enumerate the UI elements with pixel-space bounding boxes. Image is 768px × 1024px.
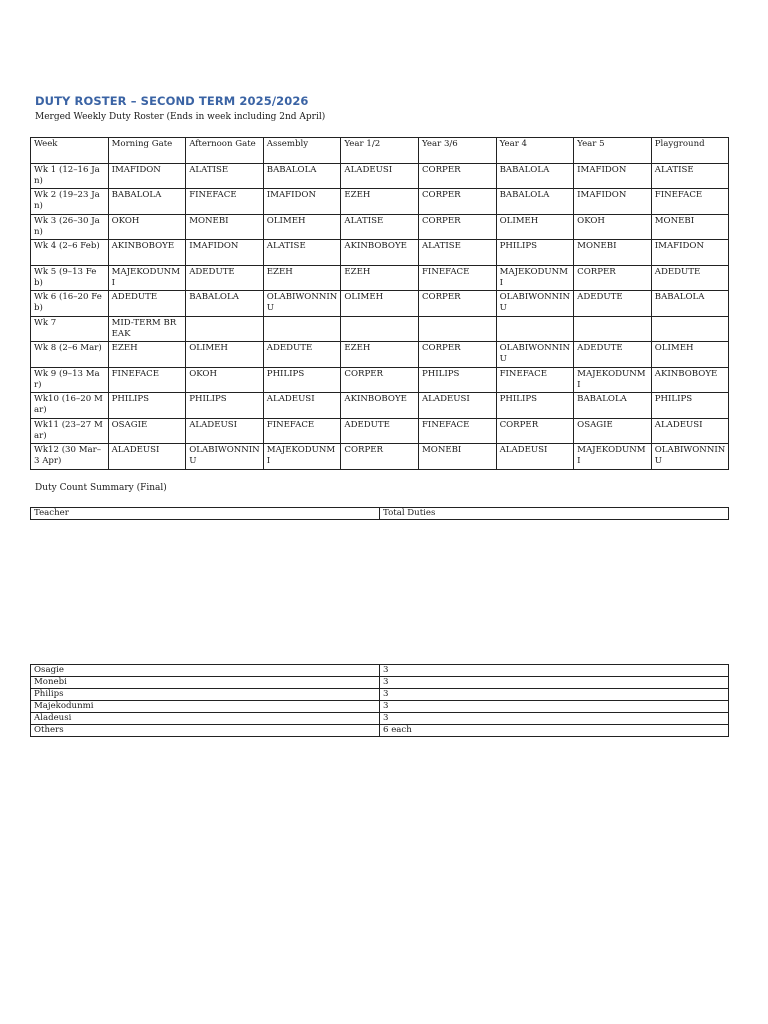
summary-table — [30, 664, 729, 737]
duty-cell: MAJEKODUNMI — [108, 265, 186, 291]
column-header: Total Duties — [380, 508, 729, 520]
week-cell: Wk12 (30 Mar–3 Apr) — [31, 444, 109, 470]
duty-cell: ALADEUSI — [651, 418, 729, 444]
week-cell: Wk 1 (12–16 Jan) — [31, 163, 109, 189]
duty-cell: CORPER — [574, 265, 652, 291]
table-row — [31, 713, 729, 725]
column-header: Year 3/6 — [418, 138, 496, 164]
duty-cell: CORPER — [341, 444, 419, 470]
column-header: Teacher — [31, 508, 380, 520]
table-row — [31, 240, 729, 266]
summary-title: Duty Count Summary (Final) — [35, 483, 167, 493]
duty-cell: PHILIPS — [496, 240, 574, 266]
duty-cell: MAJEKODUNMI — [574, 444, 652, 470]
duty-cell: CORPER — [341, 367, 419, 393]
duty-cell: ADEDUTE — [186, 265, 264, 291]
duty-cell: ADEDUTE — [108, 291, 186, 317]
duty-cell: ADEDUTE — [263, 342, 341, 368]
duty-cell: FINEFACE — [263, 418, 341, 444]
duty-cell: FINEFACE — [418, 265, 496, 291]
duty-cell: ADEDUTE — [651, 265, 729, 291]
duty-cell: OKOH — [574, 214, 652, 240]
duty-cell: FINEFACE — [108, 367, 186, 393]
duty-cell: ALADEUSI — [186, 418, 264, 444]
duty-cell — [574, 316, 652, 342]
table-row — [31, 163, 729, 189]
duty-cell: OLIMEH — [651, 342, 729, 368]
duty-cell: ALATISE — [418, 240, 496, 266]
table-row — [31, 393, 729, 419]
duty-cell: BABALOLA — [651, 291, 729, 317]
total-cell: 3 — [380, 665, 729, 677]
duty-cell: IMAFIDON — [108, 163, 186, 189]
duty-cell: ALADEUSI — [496, 444, 574, 470]
duty-cell: CORPER — [418, 291, 496, 317]
total-cell: 3 — [380, 713, 729, 725]
column-header: Morning Gate — [108, 138, 186, 164]
teacher-cell: Monebi — [31, 677, 380, 689]
duty-cell: EZEH — [263, 265, 341, 291]
table-row — [31, 316, 729, 342]
duty-cell: MONEBI — [574, 240, 652, 266]
duty-cell: MONEBI — [418, 444, 496, 470]
duty-cell: ALADEUSI — [418, 393, 496, 419]
column-header: Year 5 — [574, 138, 652, 164]
total-cell: 3 — [380, 689, 729, 701]
duty-cell: PHILIPS — [496, 393, 574, 419]
column-header: Year 1/2 — [341, 138, 419, 164]
duty-cell — [651, 316, 729, 342]
table-row — [31, 725, 729, 737]
column-header: Week — [31, 138, 109, 164]
table-row — [31, 689, 729, 701]
duty-cell: OLIMEH — [186, 342, 264, 368]
duty-cell: MAJEKODUNMI — [263, 444, 341, 470]
duty-cell: EZEH — [108, 342, 186, 368]
duty-cell: PHILIPS — [418, 367, 496, 393]
duty-cell: BABALOLA — [186, 291, 264, 317]
column-header: Assembly — [263, 138, 341, 164]
table-row — [31, 342, 729, 368]
table-row — [31, 418, 729, 444]
duty-cell: OSAGIE — [108, 418, 186, 444]
duty-cell: ALADEUSI — [341, 163, 419, 189]
duty-cell: OKOH — [108, 214, 186, 240]
duty-cell: IMAFIDON — [263, 189, 341, 215]
teacher-cell: Majekodunmi — [31, 701, 380, 713]
week-cell: Wk 8 (2–6 Mar) — [31, 342, 109, 368]
table-row — [31, 701, 729, 713]
table-row — [31, 291, 729, 317]
total-cell: 6 each — [380, 725, 729, 737]
week-cell: Wk 9 (9–13 Mar) — [31, 367, 109, 393]
total-cell: 3 — [380, 701, 729, 713]
duty-cell: EZEH — [341, 265, 419, 291]
duty-cell: CORPER — [418, 342, 496, 368]
column-header: Afternoon Gate — [186, 138, 264, 164]
duty-cell: AKINBOBOYE — [108, 240, 186, 266]
duty-cell: IMAFIDON — [186, 240, 264, 266]
total-cell: 3 — [380, 677, 729, 689]
week-cell: Wk10 (16–20 Mar) — [31, 393, 109, 419]
duty-cell: BABALOLA — [574, 393, 652, 419]
duty-cell: AKINBOBOYE — [341, 393, 419, 419]
document-subtitle: Merged Weekly Duty Roster (Ends in week including 2nd April) — [35, 112, 326, 122]
duty-cell: MAJEKODUNMI — [574, 367, 652, 393]
duty-cell: FINEFACE — [186, 189, 264, 215]
duty-cell — [341, 316, 419, 342]
week-cell: Wk 7 — [31, 316, 109, 342]
summary-header-table — [30, 507, 729, 520]
duty-cell: ALADEUSI — [108, 444, 186, 470]
duty-cell: OLIMEH — [341, 291, 419, 317]
column-header: Year 4 — [496, 138, 574, 164]
duty-cell: OLIMEH — [496, 214, 574, 240]
duty-cell: FINEFACE — [418, 418, 496, 444]
duty-cell: AKINBOBOYE — [651, 367, 729, 393]
duty-cell: EZEH — [341, 342, 419, 368]
duty-cell: MONEBI — [186, 214, 264, 240]
duty-cell: FINEFACE — [496, 367, 574, 393]
table-row — [31, 189, 729, 215]
duty-cell: PHILIPS — [186, 393, 264, 419]
duty-cell: BABALOLA — [496, 163, 574, 189]
table-row — [31, 265, 729, 291]
duty-cell: OLABIWONNINU — [263, 291, 341, 317]
teacher-cell: Aladeusi — [31, 713, 380, 725]
duty-cell: MID-TERM BREAK — [108, 316, 186, 342]
duty-cell: MONEBI — [651, 214, 729, 240]
duty-cell: BABALOLA — [108, 189, 186, 215]
duty-cell: CORPER — [418, 189, 496, 215]
duty-cell: IMAFIDON — [574, 189, 652, 215]
duty-cell: OSAGIE — [574, 418, 652, 444]
table-row — [31, 214, 729, 240]
column-header: Playground — [651, 138, 729, 164]
week-cell: Wk11 (23–27 Mar) — [31, 418, 109, 444]
table-row — [31, 367, 729, 393]
duty-cell: ALATISE — [263, 240, 341, 266]
duty-cell: ALADEUSI — [263, 393, 341, 419]
duty-cell: IMAFIDON — [574, 163, 652, 189]
week-cell: Wk 2 (19–23 Jan) — [31, 189, 109, 215]
week-cell: Wk 4 (2–6 Feb) — [31, 240, 109, 266]
duty-cell: AKINBOBOYE — [341, 240, 419, 266]
duty-cell — [186, 316, 264, 342]
duty-cell: OLABIWONNINU — [496, 342, 574, 368]
duty-cell: BABALOLA — [496, 189, 574, 215]
teacher-cell: Others — [31, 725, 380, 737]
duty-cell: ADEDUTE — [574, 291, 652, 317]
duty-cell: MAJEKODUNMI — [496, 265, 574, 291]
duty-cell — [263, 316, 341, 342]
duty-cell: ALATISE — [341, 214, 419, 240]
duty-cell: CORPER — [496, 418, 574, 444]
duty-cell: IMAFIDON — [651, 240, 729, 266]
week-cell: Wk 6 (16–20 Feb) — [31, 291, 109, 317]
duty-cell: BABALOLA — [263, 163, 341, 189]
duty-cell: OKOH — [186, 367, 264, 393]
duty-cell: ALATISE — [186, 163, 264, 189]
teacher-cell: Philips — [31, 689, 380, 701]
roster-header-row — [31, 138, 729, 164]
duty-cell: CORPER — [418, 214, 496, 240]
duty-cell — [418, 316, 496, 342]
duty-cell: ADEDUTE — [341, 418, 419, 444]
table-row — [31, 444, 729, 470]
duty-cell: CORPER — [418, 163, 496, 189]
duty-cell: PHILIPS — [263, 367, 341, 393]
duty-cell: OLIMEH — [263, 214, 341, 240]
duty-cell: ALATISE — [651, 163, 729, 189]
duty-cell: OLABIWONNINU — [186, 444, 264, 470]
duty-cell: OLABIWONNINU — [651, 444, 729, 470]
week-cell: Wk 5 (9–13 Feb) — [31, 265, 109, 291]
document-title: DUTY ROSTER – SECOND TERM 2025/2026 — [35, 94, 309, 108]
table-row — [31, 665, 729, 677]
week-cell: Wk 3 (26–30 Jan) — [31, 214, 109, 240]
teacher-cell: Osagie — [31, 665, 380, 677]
duty-cell: ADEDUTE — [574, 342, 652, 368]
table-row — [31, 677, 729, 689]
duty-roster-table — [30, 137, 729, 470]
duty-cell: OLABIWONNINU — [496, 291, 574, 317]
summary-header-row — [31, 508, 729, 520]
duty-cell: EZEH — [341, 189, 419, 215]
duty-cell: PHILIPS — [651, 393, 729, 419]
duty-cell: PHILIPS — [108, 393, 186, 419]
duty-cell: FINEFACE — [651, 189, 729, 215]
duty-cell — [496, 316, 574, 342]
